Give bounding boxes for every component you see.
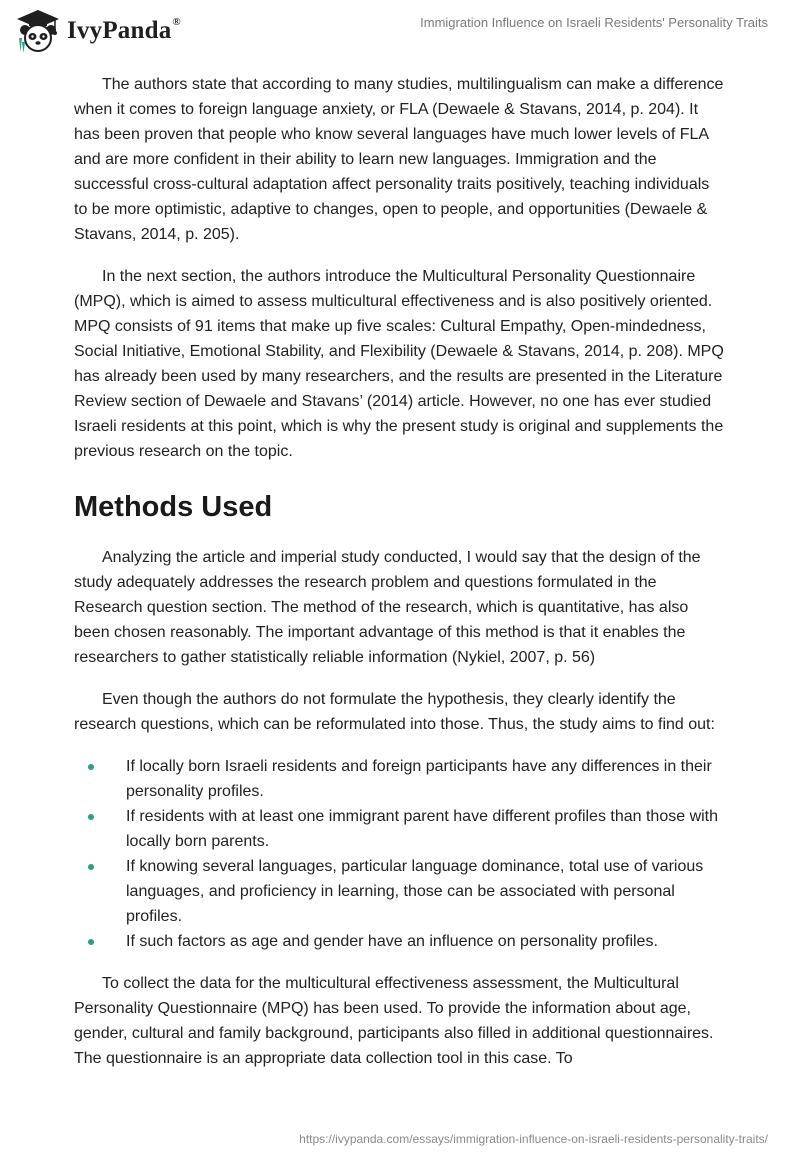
- paragraph: Analyzing the article and imperial study conducted, I would say that the design of the study adequately addresses the research problem and questions formulated in the Research question section. The method of the research, which is quantitative, has also been chosen reasonably. The important advantage of this method is that it enables the researchers to gather statistically reliable information (Nykiel, 2007, p. 56): [74, 549, 701, 666]
- bullet-dot-icon: [88, 864, 94, 870]
- list-item-text: If residents with at least one immigrant parent have different profiles than those with locally born parents.: [126, 808, 719, 850]
- list-item-text: If such factors as age and gender have an influence on personality profiles.: [126, 933, 658, 950]
- source-url[interactable]: https://ivypanda.com/essays/immigration-influence-on-israeli-residents-personality-traits/: [299, 1132, 768, 1146]
- bullet-dot-icon: [88, 764, 94, 770]
- list-item: [74, 854, 724, 929]
- section-heading: Methods Used: [74, 491, 273, 523]
- paragraph: The authors state that according to many studies, multilingualism can make a difference when it comes to foreign language anxiety, or FLA (Dewaele & Stavans, 2014, p. 204). It has been proven that people who know several languages have much lower levels of FLA and are more confident in their ability to learn new languages. Immigration and the successful cross-cultural adaptation affect personality traits positively, teaching individuals to be more optimistic, adaptive to changes, open to people, and opportunities (Dewaele & Stavans, 2014, p. 205).: [74, 76, 724, 243]
- brand-name: [67, 17, 181, 45]
- panda-graduate-icon: [15, 8, 61, 54]
- list-item-text: If locally born Israeli residents and foreign participants have any differences in their personality profiles.: [126, 758, 712, 800]
- research-questions-list: [74, 754, 724, 954]
- article-body: [74, 72, 724, 1088]
- ivypanda-logo[interactable]: [15, 8, 235, 54]
- bullet-dot-icon: [88, 814, 94, 820]
- list-item: [74, 929, 724, 954]
- registered-mark: ®: [172, 15, 181, 28]
- page-header: [0, 0, 800, 60]
- bullet-dot-icon: [88, 939, 94, 945]
- list-item-text: If knowing several languages, particular language dominance, total use of various languages, and proficiency in learning, those can be associated with personal profiles.: [126, 858, 704, 925]
- list-item: [74, 754, 724, 804]
- brand-text: IvyPanda: [67, 17, 172, 44]
- paragraph: Even though the authors do not formulate the hypothesis, they clearly identify the research questions, which can be reformulated into those. Thus, the study aims to find out:: [74, 691, 715, 733]
- document-title: Immigration Influence on Israeli Residents' Personality Traits: [420, 15, 768, 30]
- paragraph: In the next section, the authors introduce the Multicultural Personality Questionnaire (MPQ), which is aimed to assess multicultural effectiveness and is also positively oriented. MPQ consists of 91 items that make up five scales: Cultural Empathy, Open-mindedness, Social Initiative, Emotional Stability, and Flexibility (Dewaele & Stavans, 2014, p. 208). MPQ has already been used by many researchers, and the results are presented in the Literature Review section of Dewaele and Stavans’ (2014) article. However, no one has ever studied Israeli residents at this point, which is why the present study is original and supplements the previous research on the topic.: [74, 268, 724, 460]
- list-item: [74, 804, 724, 854]
- paragraph: To collect the data for the multicultural effectiveness assessment, the Multicultural Personality Questionnaire (MPQ) has been used. To provide the information about age, gender, cultural and family background, participants also filled in additional questionnaires. The questionnaire is an appropriate data collection tool in this case. To: [74, 975, 714, 1067]
